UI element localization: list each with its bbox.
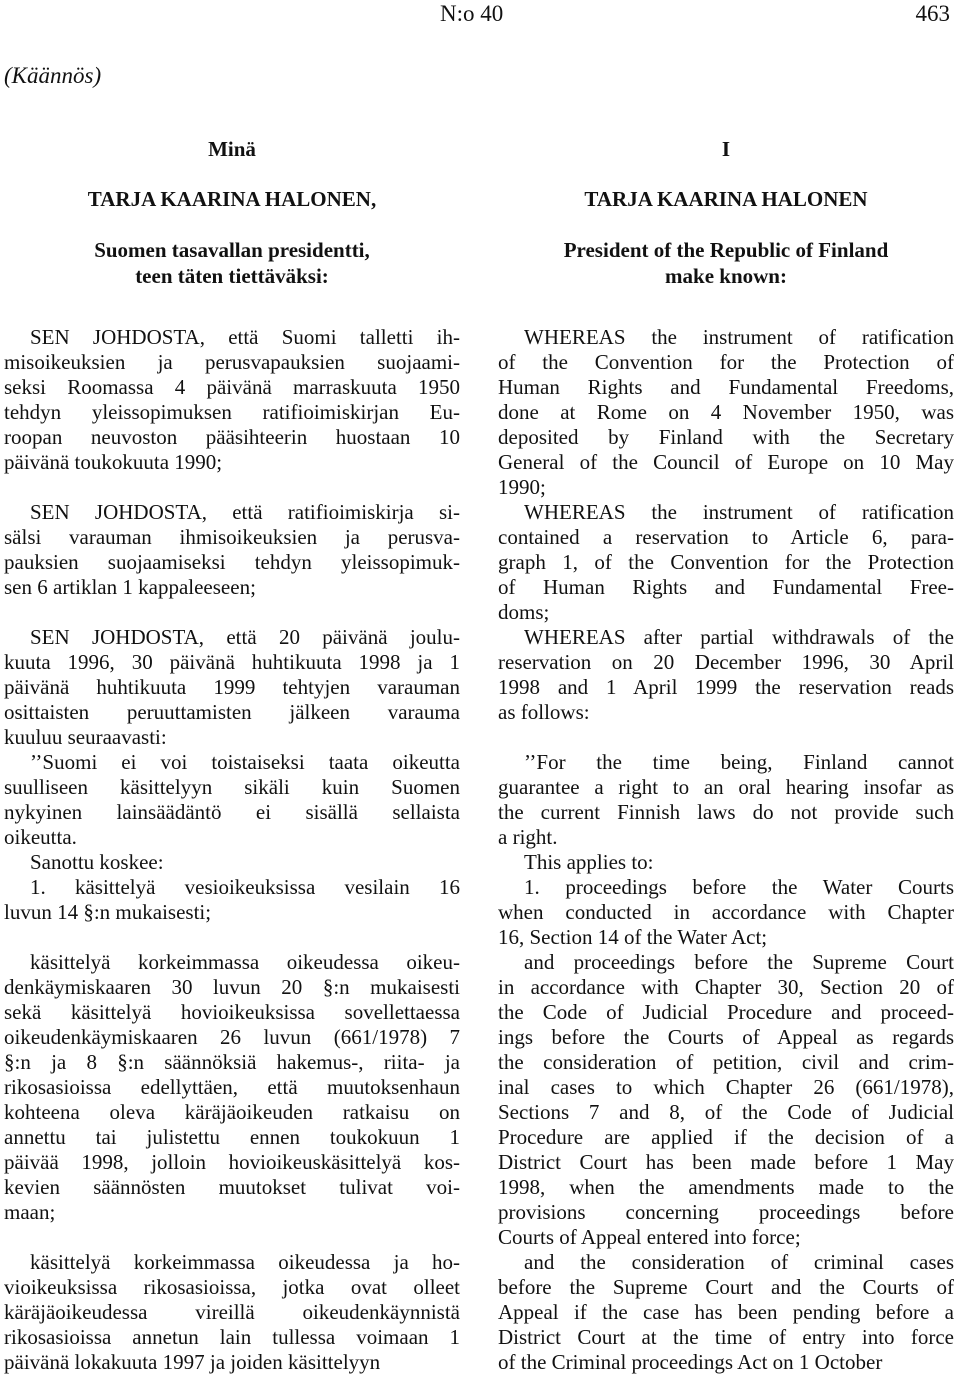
- paragraph-line: ’’Suomi ei voi toistaiseksi taata oikeutta: [30, 750, 460, 774]
- paragraph-line: as follows:: [498, 700, 590, 724]
- paragraph-line: käsittelyä korkeimmassa oikeudessa ja ho-: [30, 1250, 460, 1274]
- paragraph-line: Courts of Appeal entered into force;: [498, 1225, 801, 1249]
- paragraph-line: contained a reservation to Article 6, para-: [498, 525, 954, 549]
- paragraph-line: pauksien suojaamiseksi tehdyn yleissopimuk-: [4, 550, 460, 574]
- paragraph-line: oikeutta.: [4, 825, 77, 849]
- issue-number: N:o 40: [440, 1, 504, 26]
- paragraph-line: denkäymiskaaren 30 luvun 20 §:n mukaisesti: [4, 975, 460, 999]
- paragraph-line: luvun 14 §:n mukaisesti;: [4, 900, 212, 924]
- paragraph-line: Sanottu koskee:: [30, 850, 164, 874]
- paragraph-line: doms;: [498, 600, 550, 624]
- paragraph-line: päivänä huhtikuuta 1999 tehtyjen varauman: [4, 675, 460, 699]
- paragraph-line: kohteena oleva käräjäoikeuden ratkaisu on: [4, 1100, 460, 1124]
- paragraph-line: the consideration of petition, civil and crim-: [498, 1050, 954, 1074]
- paragraph-line: District Court at the time of entry into force: [498, 1325, 954, 1349]
- paragraph-line: rikosasioissa edellyttäen, että muutoksenhaun: [4, 1075, 460, 1099]
- heading-title-line: President of the Republic of Finland: [563, 238, 889, 262]
- paragraph-line: sälsi varauman ihmisoikeuksien ja perusva-: [4, 525, 460, 549]
- paragraph-line: in accordance with Chapter 30, Section 20 of: [498, 975, 954, 999]
- paragraph-line: käräjäoikeudessa vireillä oikeudenkäynnistä: [4, 1300, 460, 1324]
- paragraph-line: WHEREAS after partial withdrawals of the: [524, 625, 954, 649]
- paragraph-line: nykyinen lainsäädäntö ei sisällä sellaista: [4, 800, 460, 824]
- paragraph-line: vioikeuksissa rikosasioissa, jotka ovat olleet: [4, 1275, 460, 1299]
- paragraph-line: guarantee a right to an oral hearing insofar as: [498, 775, 954, 799]
- paragraph: [498, 850, 954, 875]
- paragraph-line: the Code of Judicial Procedure and proceed-: [498, 1000, 954, 1024]
- paragraph-line: käsittelyä korkeimmassa oikeudessa oikeu-: [30, 950, 460, 974]
- paragraph-line: WHEREAS the instrument of ratification: [524, 325, 954, 349]
- paragraph-line: graph 1, of the Convention for the Protection: [498, 550, 954, 574]
- paragraph: [4, 875, 460, 925]
- paragraph-line: and proceedings before the Supreme Court: [524, 950, 954, 974]
- heading-title-line: Suomen tasavallan presidentti,: [94, 238, 370, 262]
- paragraph: [4, 500, 460, 600]
- paragraph-line: sen 6 artiklan 1 kappaleeseen;: [4, 575, 256, 599]
- paragraph-line: a right.: [498, 825, 558, 849]
- paragraph-line: when conducted in accordance with Chapter: [498, 900, 954, 924]
- heading-title-line: make known:: [665, 264, 787, 288]
- paragraph-line: maan;: [4, 1200, 56, 1224]
- paragraph-line: General of the Council of Europe on 10 May: [498, 450, 954, 474]
- paragraph: [4, 750, 460, 850]
- paragraph-line: SEN JOHDOSTA, että 20 päivänä joulu-: [30, 625, 460, 649]
- paragraph-line: 1998, when the amendments made to the: [498, 1175, 954, 1199]
- paragraph-line: inal cases to which Chapter 26 (661/1978),: [498, 1075, 954, 1099]
- heading-title: [498, 237, 954, 289]
- paragraph: [4, 325, 460, 475]
- paragraph: [4, 950, 460, 1225]
- heading-title: [4, 237, 460, 289]
- paragraph-line: 1990;: [498, 475, 546, 499]
- paragraph-line: SEN JOHDOSTA, että ratifioimiskirja si-: [30, 500, 460, 524]
- paragraph-line: provisions concerning proceedings before: [498, 1200, 954, 1224]
- paragraph: [498, 325, 954, 500]
- paragraph: [4, 850, 460, 875]
- paragraph-line: of Human Rights and Fundamental Free-: [498, 575, 954, 599]
- paragraph-line: ings before the Courts of Appeal as regards: [498, 1025, 954, 1049]
- paragraph-line: and the consideration of criminal cases: [524, 1250, 954, 1274]
- paragraph-line: misoikeuksien ja perusvapauksien suojaami-: [4, 350, 460, 374]
- paragraph-line: kuuluu seuraavasti:: [4, 725, 167, 749]
- paragraph-line: seksi Roomassa 4 päivänä marraskuuta 1950: [4, 375, 460, 399]
- paragraph: [498, 625, 954, 725]
- paragraph: [498, 750, 954, 850]
- paragraph-line: päivänä toukokuuta 1990;: [4, 450, 223, 474]
- heading-minä: Minä: [208, 137, 256, 161]
- paragraph-line: kevien säännösten muutokset tulivat voi-: [4, 1175, 460, 1199]
- paragraph-line: roopan neuvoston pääsihteerin huostaan 10: [4, 425, 460, 449]
- paragraph: [498, 950, 954, 1250]
- paragraph-line: osittaisten peruuttamisten jälkeen varauma: [4, 700, 460, 724]
- paragraph-line: of the Criminal proceedings Act on 1 October: [498, 1350, 883, 1374]
- paragraph: [498, 875, 954, 950]
- heading-i: I: [721, 137, 731, 161]
- paragraph-line: 1. käsittelyä vesioikeuksissa vesilain 16: [30, 875, 460, 899]
- paragraph-line: SEN JOHDOSTA, että Suomi talletti ih-: [30, 325, 460, 349]
- paragraph-line: 1998 and 1 April 1999 the reservation reads: [498, 675, 954, 699]
- paragraph-line: Sections 7 and 8, of the Code of Judicial: [498, 1100, 954, 1124]
- paragraph-line: before the Supreme Court and the Courts of: [498, 1275, 954, 1299]
- paragraph-line: reservation on 20 December 1996, 30 April: [498, 650, 954, 674]
- paragraph: [498, 1250, 954, 1375]
- heading-title-line: teen täten tiettäväksi:: [135, 264, 329, 288]
- paragraph-line: §:n ja 8 §:n säännöksiä hakemus-, riita- ja: [4, 1050, 460, 1074]
- paragraph-line: rikosasioissa annetun lain tullessa voimaan 1: [4, 1325, 460, 1349]
- paragraph-line: 1. proceedings before the Water Courts: [524, 875, 954, 899]
- paragraph-line: päivää 1998, jolloin hovioikeuskäsittelyä kos-: [4, 1150, 460, 1174]
- paragraph-line: of the Convention for the Protection of: [498, 350, 954, 374]
- page-number: 463: [915, 1, 950, 26]
- paragraph-line: WHEREAS the instrument of ratification: [524, 500, 954, 524]
- heading-name: TARJA KAARINA HALONEN: [584, 187, 868, 211]
- paragraph-line: This applies to:: [524, 850, 654, 874]
- paragraph-line: annettu tai julistettu ennen toukokuun 1: [4, 1125, 460, 1149]
- paragraph: [4, 1250, 460, 1375]
- paragraph-line: sekä käsittelyä hovioikeuksissa sovellettaessa: [4, 1000, 460, 1024]
- paragraph-line: tehdyn yleissopimuksen ratifioimiskirjan Eu-: [4, 400, 460, 424]
- paragraph: [4, 625, 460, 750]
- heading-name: TARJA KAARINA HALONEN,: [87, 187, 377, 211]
- paragraph-line: kuuta 1996, 30 päivänä huhtikuuta 1998 ja 1: [4, 650, 460, 674]
- paragraph-line: the current Finnish laws do not provide such: [498, 800, 954, 824]
- paragraph-line: 16, Section 14 of the Water Act;: [498, 925, 768, 949]
- paragraph-line: deposited by Finland with the Secretary: [498, 425, 954, 449]
- paragraph-line: oikeudenkäymiskaaren 26 luvun (661/1978) 7: [4, 1025, 460, 1049]
- english-column: [498, 136, 954, 1375]
- paragraph: [498, 500, 954, 625]
- paragraph-line: District Court has been made before 1 May: [498, 1150, 954, 1174]
- paragraph-line: suulliseen käsittelyyn sikäli kuin Suomen: [4, 775, 460, 799]
- finnish-column: [4, 136, 460, 1375]
- paragraph-line: Human Rights and Fundamental Freedoms,: [498, 375, 954, 399]
- paragraph-line: done at Rome on 4 November 1950, was: [498, 400, 954, 424]
- paragraph-line: Procedure are applied if the decision of a: [498, 1125, 954, 1149]
- translation-note: (Käännös): [4, 63, 102, 88]
- paragraph-line: ’’For the time being, Finland cannot: [524, 750, 954, 774]
- paragraph-line: Appeal if the case has been pending before a: [498, 1300, 954, 1324]
- paragraph-line: päivänä lokakuuta 1997 ja joiden käsittelyyn: [4, 1350, 381, 1374]
